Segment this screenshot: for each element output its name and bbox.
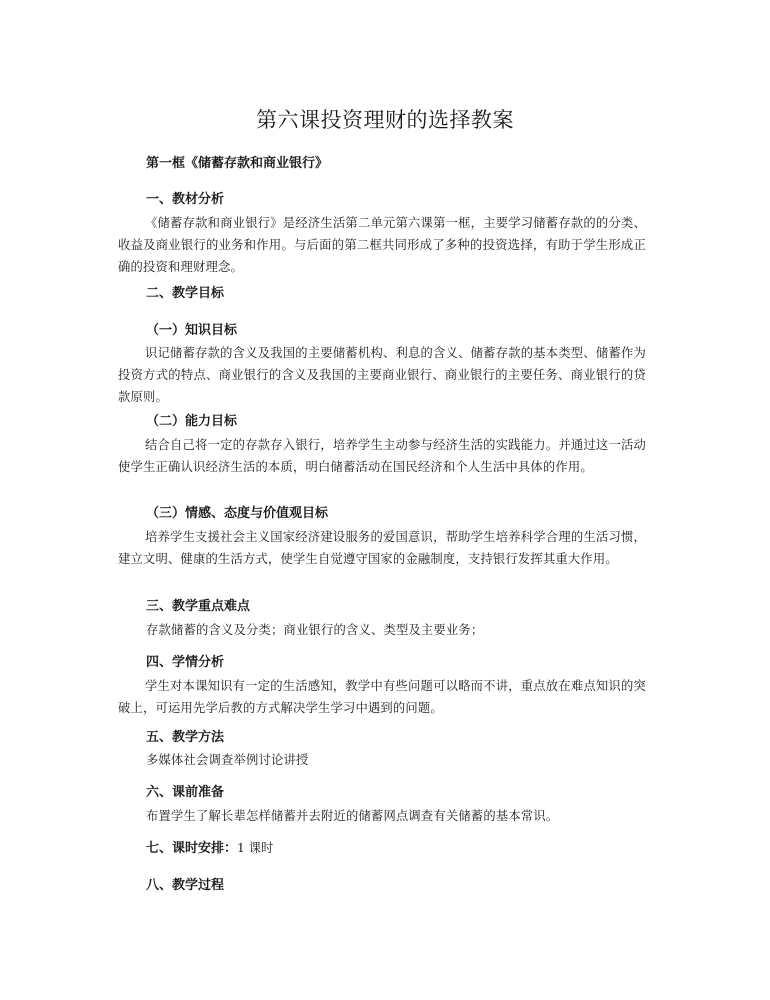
- lesson-hours-value: 1 课时: [237, 841, 274, 855]
- subsection-text-knowledge: 识记储蓄存款的含义及我国的主要储蓄机构、利息的含义、储蓄存款的基本类型、储蓄作为投资方式的特点、商业银行的含义及我国的主要商业银行、商业银行的主要任务、商业银行的贷款原则。: [118, 346, 646, 404]
- section-heading-6: 六、课前准备: [146, 785, 225, 800]
- subsection-text-values: 培养学生支援社会主义国家经济建设服务的爱国意识，帮助学生培养科学合理的生活习惯，建立文明、健康的生活方式，使学生自觉遵守国家的金融制度，支持银行发挥其重大作用。: [118, 530, 646, 566]
- section-heading-7-label: 七、课时安排：: [146, 841, 238, 856]
- section-heading-7: [146, 837, 273, 856]
- section-heading-8: 八、教学过程: [146, 878, 225, 893]
- frame-title: 第一框《储蓄存款和商业银行》: [146, 156, 329, 171]
- subsection-heading-values: （三）情感、态度与价值观目标: [146, 506, 329, 521]
- section-text-3: 存款储蓄的含义及分类；商业银行的含义、类型及主要业务；: [146, 623, 484, 637]
- subsection-heading-knowledge: （一）知识目标: [146, 323, 238, 338]
- subsection-heading-ability: （二）能力目标: [146, 414, 238, 429]
- document-title: 第六课投资理财的选择教案: [256, 108, 514, 132]
- section-text-5: 多媒体社会调查举例讨论讲授: [146, 753, 309, 767]
- section-heading-5: 五、教学方法: [146, 730, 225, 745]
- section-text-4: 学生对本课知识有一定的生活感知，教学中有些问题可以略而不讲，重点放在难点知识的突破上，可运用先学后教的方式解决学生学习中遇到的问题。: [118, 679, 646, 715]
- section-text-1: 《储蓄存款和商业银行》是经济生活第二单元第六课第一框，主要学习储蓄存款的的分类、收益及商业银行的业务和作用。与后面的第二框共同形成了多种的投资选择，有助于学生形成正确的投资和理财理念。: [118, 216, 646, 274]
- section-heading-1: 一、教材分析: [146, 192, 225, 207]
- subsection-text-ability: 结合自己将一定的存款存入银行，培养学生主动参与经济生活的实践能力。并通过这一活动使学生正确认识经济生活的本质，明白储蓄活动在国民经济和个人生活中具体的作用。: [118, 438, 646, 474]
- section-heading-3: 三、教学重点难点: [146, 599, 251, 614]
- section-text-6: 布置学生了解长辈怎样储蓄并去附近的储蓄网点调查有关储蓄的基本常识。: [146, 809, 559, 823]
- section-heading-4: 四、学情分析: [146, 655, 225, 670]
- section-heading-2: 二、教学目标: [146, 286, 225, 301]
